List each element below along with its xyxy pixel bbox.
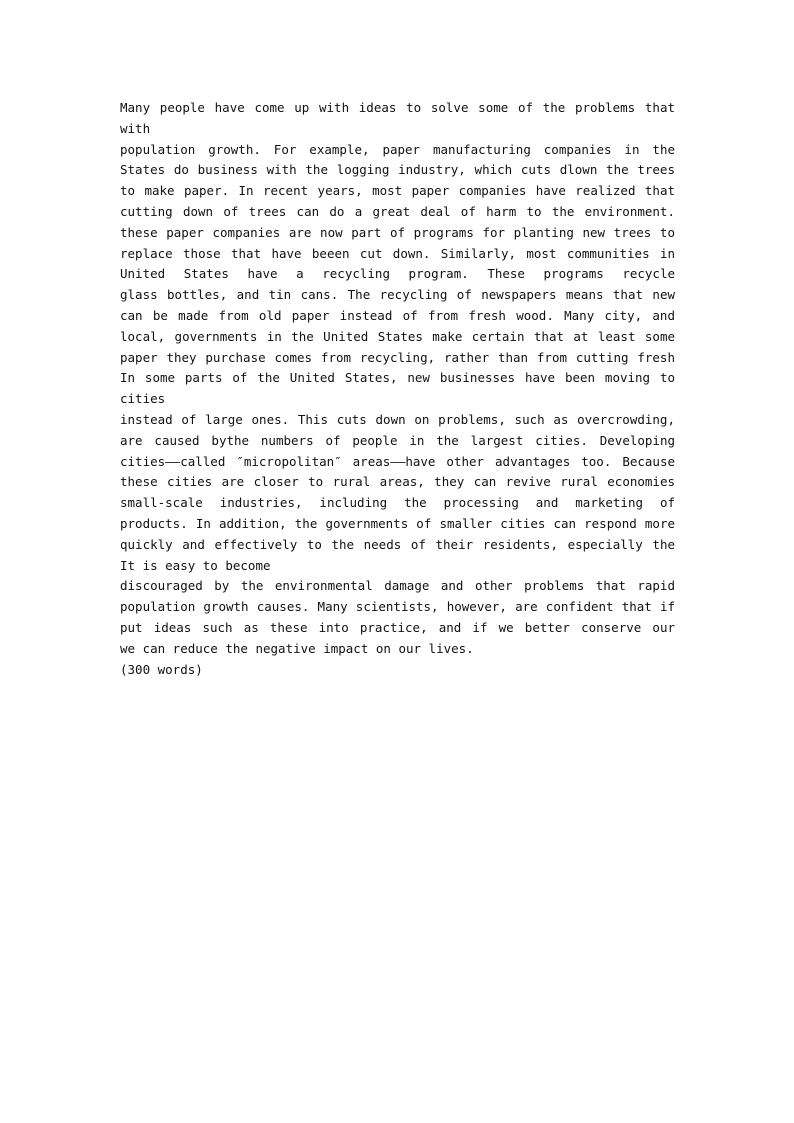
text-line: with — [120, 120, 151, 136]
text-line: States do business with the logging industry, which cuts dlown the trees — [120, 162, 675, 178]
text-line: to make paper. In recent years, most paper companies have realized that — [120, 183, 675, 199]
document-body — [120, 98, 675, 680]
document-page — [120, 98, 675, 680]
text-line: Many people have come up with ideas to solve some of the problems that — [120, 100, 675, 115]
text-line: United States have a recycling program. These programs recycle — [120, 266, 675, 282]
text-line: replace those that have beeen cut down. Similarly, most communities in — [120, 245, 675, 261]
text-line: In some parts of the United States, new businesses have been moving to — [120, 370, 675, 386]
text-line: (300 words) — [120, 661, 203, 677]
text-line: It is easy to become — [120, 557, 271, 573]
text-line: cities — [120, 391, 166, 407]
text-line: local, governments in the United States make certain that at least some — [120, 328, 675, 344]
text-line: cities——called ″micropolitan″ areas——have other advantages too. Because — [120, 453, 675, 469]
text-line: these paper companies are now part of programs for planting new trees to — [120, 224, 675, 240]
text-line: are caused bythe numbers of people in the largest cities. Developing — [120, 432, 675, 448]
text-line: these cities are closer to rural areas, they can revive rural economies — [120, 474, 675, 490]
text-line: population growth. For example, paper manufacturing companies in the — [120, 141, 675, 157]
text-line: instead of large ones. This cuts down on problems, such as overcrowding, — [120, 411, 675, 427]
text-line: put ideas such as these into practice, and if we better conserve our — [120, 619, 675, 635]
text-line: can be made from old paper instead of from fresh wood. Many city, and — [120, 307, 675, 323]
text-line: small-scale industries, including the processing and marketing of — [120, 495, 675, 511]
text-line: we can reduce the negative impact on our lives. — [120, 640, 474, 656]
text-line: products. In addition, the governments of smaller cities can respond more — [120, 515, 675, 531]
text-line: paper they purchase comes from recycling, rather than from cutting fresh — [120, 349, 675, 365]
text-line: discouraged by the environmental damage and other problems that rapid — [120, 578, 675, 594]
text-line: glass bottles, and tin cans. The recycling of newspapers means that new — [120, 287, 675, 303]
text-line: population growth causes. Many scientists, however, are confident that if — [120, 599, 675, 615]
text-line: quickly and effectively to the needs of their residents, especially the — [120, 536, 675, 552]
text-line: cutting down of trees can do a great deal of harm to the environment. — [120, 203, 675, 219]
